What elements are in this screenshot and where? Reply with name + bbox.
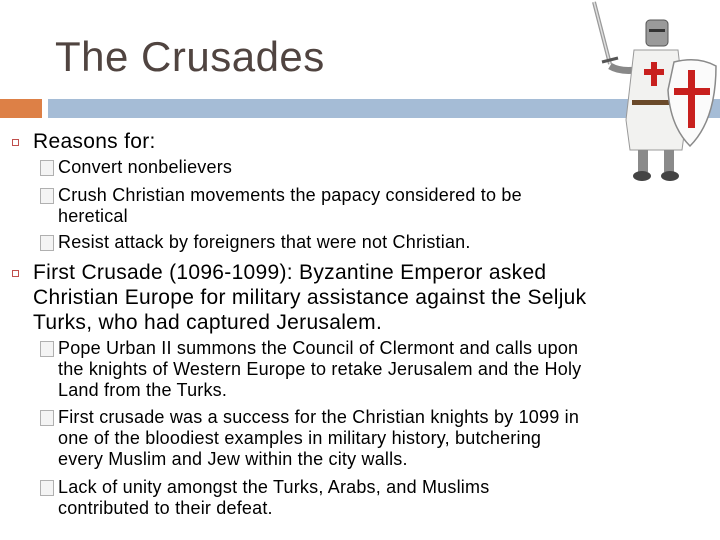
bullet-marker xyxy=(12,139,19,146)
sub-bullet-text: Pope Urban II summons the Council of Clermont and calls upon xyxy=(58,338,579,358)
sub-bullet-marker xyxy=(40,341,54,357)
sub-bullet-marker xyxy=(40,480,54,496)
sub-bullet-marker xyxy=(40,160,54,176)
crusader-knight-icon xyxy=(586,0,720,184)
bullet-first-crusade: Turks, who had captured Jerusalem. xyxy=(33,311,383,334)
sub-bullet-text: Convert nonbelievers xyxy=(58,157,233,177)
sub-bullet-text: contributed to their defeat. xyxy=(58,498,273,518)
sub-bullet-marker xyxy=(40,410,54,426)
sub-bullet-text: Lack of unity amongst the Turks, Arabs, and Muslims xyxy=(58,477,490,497)
sub-bullet-text: Resist attack by foreigners that were not Christian. xyxy=(58,232,471,252)
slide-title: The Crusades xyxy=(55,33,325,80)
sub-bullet-marker xyxy=(40,188,54,204)
sub-bullet-text: First crusade was a success for the Christian knights by 1099 in xyxy=(58,407,580,427)
sub-bullet-marker xyxy=(40,235,54,251)
bullet-first-crusade: First Crusade (1096-1099): Byzantine Emperor asked xyxy=(33,261,547,284)
bullet-reasons-for: Reasons for: xyxy=(33,130,156,153)
sub-bullet-text: Crush Christian movements the papacy considered to be xyxy=(58,185,522,205)
sub-bullet-text: every Muslim and Jew within the city walls. xyxy=(58,449,408,469)
accent-bar-orange xyxy=(0,99,42,118)
bullet-marker xyxy=(12,270,19,277)
sub-bullet-text: the knights of Western Europe to retake Jerusalem and the Holy xyxy=(58,359,582,379)
sub-bullet-text: one of the bloodiest examples in military history, butchering xyxy=(58,428,542,448)
sub-bullet-text: heretical xyxy=(58,206,128,226)
bullet-first-crusade: Christian Europe for military assistance against the Seljuk xyxy=(33,286,587,309)
sub-bullet-text: Land from the Turks. xyxy=(58,380,228,400)
